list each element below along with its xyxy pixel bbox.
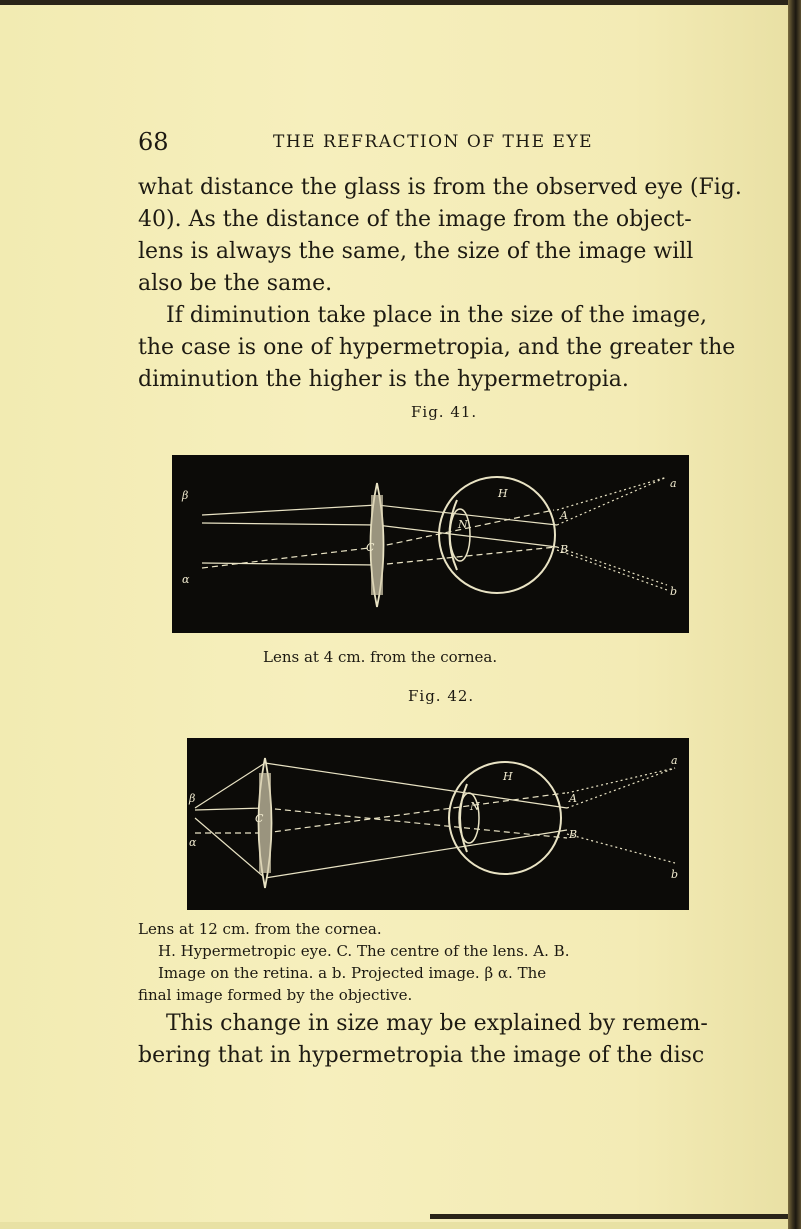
letter-b: b <box>670 585 678 598</box>
figure-41-caption: Lens at 4 cm. from the cornea. <box>263 648 498 666</box>
letter-A: A <box>560 509 568 522</box>
top-edge <box>0 0 801 5</box>
figure-41-diagram <box>172 455 689 633</box>
figure-background <box>172 455 689 633</box>
letter-A: A <box>569 792 577 805</box>
letter-beta: β <box>182 489 189 502</box>
figure-42-legend <box>138 918 569 1006</box>
letter-C: C <box>255 812 264 825</box>
legend-line: Lens at 12 cm. from the cornea. <box>138 920 382 938</box>
letter-alpha: α <box>182 573 190 586</box>
letter-a: a <box>671 754 678 767</box>
running-head: THE REFRACTION OF THE EYE <box>273 132 593 152</box>
text-line: If diminution take place in the size of the image, <box>166 303 707 328</box>
letter-alpha: α <box>189 836 197 849</box>
letter-a: a <box>670 477 677 490</box>
paragraph-3 <box>138 1008 738 1072</box>
text-line: also be the same. <box>138 271 333 296</box>
legend-line: final image formed by the objective. <box>138 986 413 1004</box>
page-number: 68 <box>138 128 169 156</box>
letter-B: B <box>560 543 569 556</box>
letter-N: N <box>458 518 468 531</box>
book-spine <box>788 0 801 1229</box>
figure-41-label: Fig. 41. <box>411 403 478 421</box>
text-line: 40). As the distance of the image from the object- <box>138 207 692 232</box>
letter-beta: β <box>189 792 196 805</box>
letter-C: C <box>366 541 375 554</box>
text-line: what distance the glass is from the observed eye (Fig. <box>138 175 742 200</box>
letter-B: B <box>569 828 578 841</box>
legend-line: H. Hypermetropic eye. C. The centre of the lens. A. B. <box>158 942 570 960</box>
letter-H: H <box>498 487 508 500</box>
bottom-edge <box>430 1214 801 1219</box>
legend-line: Image on the retina. a b. Projected image. β α. The <box>158 964 547 982</box>
text-line: diminution the higher is the hypermetropia. <box>138 367 629 392</box>
text-line: lens is always the same, the size of the image will <box>138 239 694 264</box>
text-line: bering that in hypermetropia the image of the disc <box>138 1043 705 1068</box>
figure-42-label: Fig. 42. <box>408 687 475 705</box>
text-line: the case is one of hypermetropia, and the greater the <box>138 335 736 360</box>
figure-42-diagram <box>187 738 689 910</box>
letter-H: H <box>503 770 513 783</box>
paragraph-1 <box>138 172 742 396</box>
text-line: This change in size may be explained by remem- <box>166 1011 708 1036</box>
letter-b: b <box>671 868 679 881</box>
letter-N: N <box>470 800 480 813</box>
